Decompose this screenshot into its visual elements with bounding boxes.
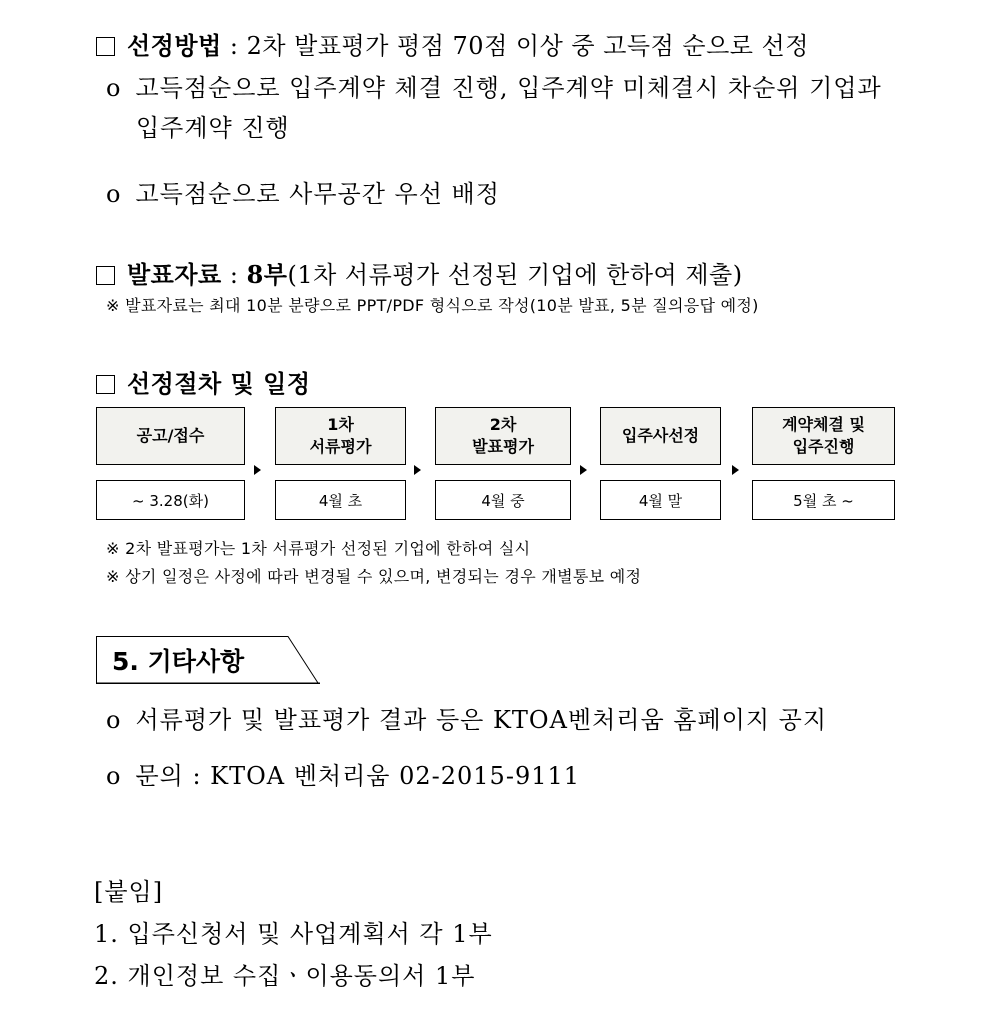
attachment-item: 2. 개인정보 수집ㆍ이용동의서 1부 [94,962,476,990]
attachments-heading: [붙임] [94,878,164,906]
step-box [600,407,721,465]
bullet-mark: o [106,706,122,734]
step-label: 2차 [489,415,517,434]
contact-text: 문의 : KTOA 벤처리움 02-2015-9111 [135,762,581,790]
step-label: 1차 [327,415,354,434]
bullet-text: 고득점순으로 사무공간 우선 배정 [135,180,500,208]
selection-method-heading: 선정방법 [127,31,222,60]
section-5-header [96,636,320,684]
date-box: 4월 초 [275,480,406,520]
step-label: 입주진행 [792,437,855,456]
bullet-item [106,68,882,103]
bullet-item [106,174,500,209]
bullet-text: 고득점순으로 입주계약 체결 진행, 입주계약 미체결시 차순위 기업과 [135,74,882,102]
checkbox-square-icon [96,266,115,285]
presentation-header [96,255,743,290]
arrow-right-icon [580,465,587,475]
bullet-mark: o [106,74,122,102]
step-box [96,407,245,465]
attachment-item: 1. 입주신청서 및 사업계획서 각 1부 [94,920,493,948]
step-label: 서류평가 [309,437,372,456]
selection-method-text: : 2차 발표평가 평점 70점 이상 중 고득점 순으로 선정 [221,32,809,60]
date-box: 4월 말 [600,480,721,520]
arrow-right-icon [254,465,261,475]
bullet-item [106,700,827,735]
procedure-header [96,364,311,399]
section-5-title: 5. 기타사항 [112,647,245,676]
step-label: 계약체결 및 [782,415,865,434]
step-box [752,407,895,465]
presentation-note: ※ 발표자료는 최대 10분 분량으로 PPT/PDF 형식으로 작성(10분 발표, 5분 질의응답 예정) [106,296,759,315]
date-box: 5월 초 ~ [752,480,895,520]
separator: : [221,261,247,289]
checkbox-square-icon [96,375,115,394]
checkbox-square-icon [96,37,115,56]
bullet-item [106,756,580,791]
date-box: ~ 3.28(화) [96,480,245,520]
procedure-note: ※ 상기 일정은 사정에 따라 변경될 수 있으며, 변경되는 경우 개별통보 예정 [106,567,642,586]
bullet-mark: o [106,762,122,790]
step-box [275,407,406,465]
procedure-note: ※ 2차 발표평가는 1차 서류평가 선정된 기업에 한하여 실시 [106,539,531,558]
procedure-heading: 선정절차 및 일정 [127,369,311,398]
step-label: 공고/접수 [136,426,205,445]
presentation-count: 8부 [246,260,288,289]
arrow-right-icon [414,465,421,475]
bullet-text: 서류평가 및 발표평가 결과 등은 KTOA벤처리움 홈페이지 공지 [135,706,828,734]
selection-method-header [96,26,809,61]
bullet-text-continued: 입주계약 진행 [136,114,290,142]
arrow-right-icon [732,465,739,475]
presentation-heading: 발표자료 [127,260,222,289]
step-label: 입주사선정 [621,426,700,445]
date-box: 4월 중 [435,480,571,520]
bullet-mark: o [106,180,122,208]
presentation-text: (1차 서류평가 선정된 기업에 한하여 제출) [287,261,743,289]
step-box [435,407,571,465]
step-label: 발표평가 [472,437,534,456]
